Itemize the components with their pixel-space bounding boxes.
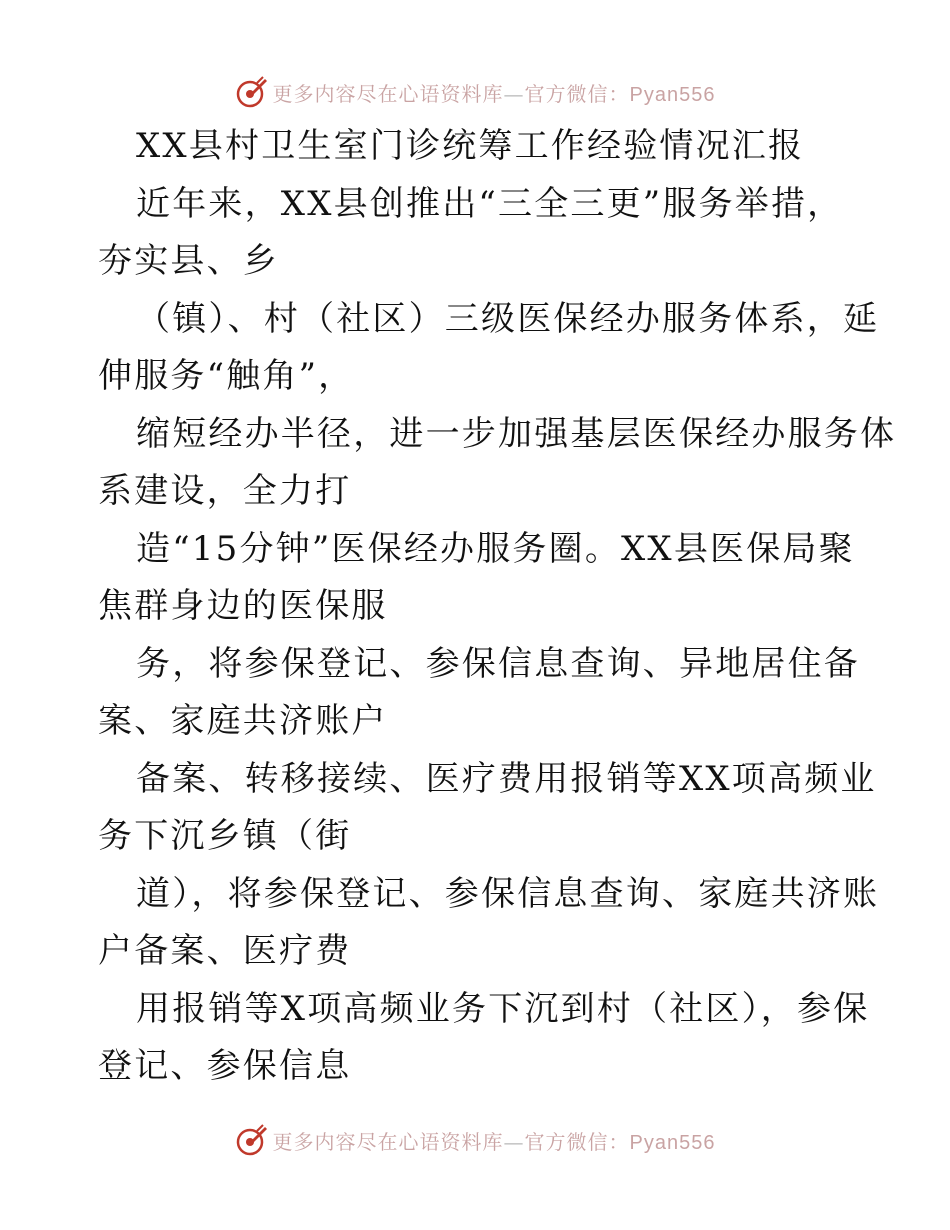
header-watermark [0, 72, 950, 112]
watermark-wechat-label: 官方微信： [524, 81, 630, 106]
watermark-wechat-id: Pyan556 [629, 1131, 716, 1154]
watermark-dash: — [503, 1129, 525, 1154]
text-line: 缩短经办半径，进一步加强基层医保经办服务体 [136, 413, 897, 454]
document-title: XX县村卫生室门诊统筹工作经验情况汇报 [136, 126, 805, 166]
text-line: 焦群身边的医保服 [98, 586, 388, 626]
text-line: 务下沉乡镇（街 [98, 816, 352, 856]
watermark-dash: — [503, 81, 525, 106]
footer-watermark [0, 1120, 950, 1160]
pen-logo-icon [235, 75, 269, 109]
watermark-wechat-id: Pyan556 [629, 83, 716, 106]
watermark-text: 更多内容尽在心语资料库 [272, 1129, 504, 1154]
pen-logo-icon [235, 1123, 269, 1157]
text-line: 系建设，全力打 [98, 471, 352, 511]
text-line: （镇）、村（社区）三级医保经办服务体系，延 [136, 298, 880, 339]
text-line: 夯实县、乡 [98, 241, 279, 281]
text-line: 备案、转移接续、医疗费用报销等XX项高频业 [136, 758, 877, 799]
text-line: 道），将参保登记、参保信息查询、家庭共济账 [136, 873, 880, 914]
text-line: 案、家庭共济账户 [98, 701, 388, 741]
text-line: 伸服务“触角”， [98, 356, 355, 396]
text-line: 造“15分钟”医保经办服务圈。XX县医保局聚 [136, 528, 855, 569]
watermark-text: 更多内容尽在心语资料库 [272, 81, 504, 106]
text-line: 登记、参保信息 [98, 1046, 352, 1086]
text-line: 用报销等X项高频业务下沉到村（社区），参保 [136, 988, 870, 1029]
text-line: 户备案、医疗费 [98, 931, 352, 971]
document-body [98, 118, 897, 1096]
text-line: 近年来，XX县创推出“三全三更”服务举措， [136, 183, 844, 224]
watermark-wechat-label: 官方微信： [524, 1129, 630, 1154]
text-line: 务，将参保登记、参保信息查询、异地居住备 [136, 643, 860, 684]
